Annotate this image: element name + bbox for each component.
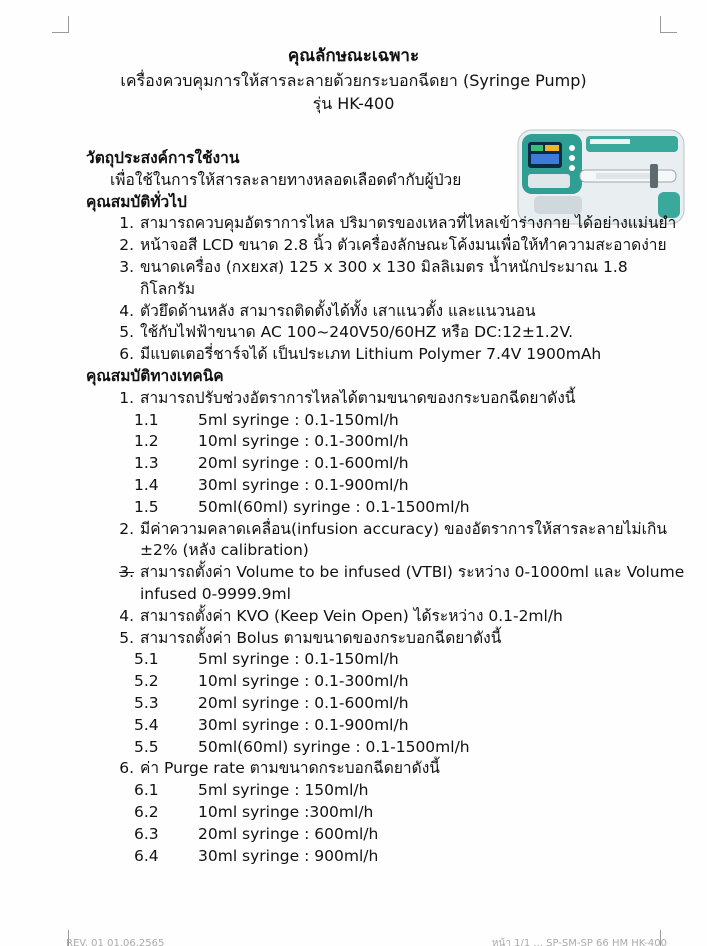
technical-heading: คุณสมบัติทางเทคนิค: [86, 366, 224, 385]
technical-item-1: 1. สามารถปรับช่วงอัตราการไหลได้ตามขนาดของกระบอกฉีดยาดังนี้: [119, 388, 576, 407]
footer-doc-code: หน้า 1/1 ... SP-SM-SP 66 HM HK-400: [491, 938, 667, 946]
page-title: คุณลักษณะเฉพาะ: [287, 46, 420, 66]
bolus-row: 5.1 5ml syringe : 0.1-150ml/h: [134, 650, 399, 669]
general-item: 6. มีแบตเตอรี่ชาร์จได้ เป็นประเภท Lithium Polymer 7.4V 1900mAh: [119, 345, 602, 364]
technical-item-3: 3. สามารถตั้งค่า Volume to be infused (VTBI) ระหว่าง 0-1000ml และ Volume infused 0-9999.9ml: [119, 563, 685, 603]
page-subtitle: เครื่องควบคุมการให้สารละลายด้วยกระบอกฉีดยา (Syringe Pump): [120, 71, 587, 90]
general-item: 3. ขนาดเครื่อง (กxยxส) 125 x 300 x 130 มิลลิเมตร น้ำหนักประมาณ 1.8 กิโลกรัม: [119, 257, 628, 298]
general-item: 4. ตัวยึดด้านหลัง สามารถติดตั้งได้ทั้ง เสาแนวตั้ง และแนวนอน: [119, 301, 536, 320]
flow-rate-row: 1.2 10ml syringe : 0.1-300ml/h: [134, 432, 409, 451]
purge-rate-row: 6.3 20ml syringe : 600ml/h: [134, 824, 379, 843]
purge-rate-row: 6.1 5ml syringe : 150ml/h: [134, 781, 369, 800]
page-footer: [66, 936, 667, 946]
purpose-heading: วัตถุประสงค์การใช้งาน: [86, 149, 240, 167]
technical-item-6: 6. ค่า Purge rate ตามขนาดกระบอกฉีดยาดังนี้: [119, 759, 440, 778]
footer-revision: REV. 01 01.06.2565: [66, 938, 165, 946]
document-body: [86, 148, 686, 867]
crop-mark-top-right: [660, 16, 677, 33]
technical-item-2: 2. มีค่าความคลาดเคลื่อน(infusion accuracy) ของอัตราการให้สารละลายไม่เกิน ±2% (หลัง calibration): [119, 519, 667, 560]
flow-rate-row: 1.3 20ml syringe : 0.1-600ml/h: [134, 454, 409, 473]
bolus-row: 5.4 30ml syringe : 0.1-900ml/h: [134, 715, 409, 734]
flow-rate-row: 1.4 30ml syringe : 0.1-900ml/h: [134, 475, 409, 494]
crop-mark-top-left: [52, 16, 69, 33]
technical-item-5: 5. สามารถตั้งค่า Bolus ตามขนาดของกระบอกฉีดยาดังนี้: [119, 628, 502, 647]
general-heading: คุณสมบัติทั่วไป: [86, 192, 187, 211]
bolus-row: 5.3 20ml syringe : 0.1-600ml/h: [134, 693, 409, 712]
flow-rate-row: 1.5 50ml(60ml) syringe : 0.1-1500ml/h: [134, 497, 470, 516]
technical-item-4: 4. สามารถตั้งค่า KVO (Keep Vein Open) ได้ระหว่าง 0.1-2ml/h: [119, 606, 563, 625]
general-item: 5. ใช้กับไฟฟ้าขนาด AC 100~240V50/60HZ หรือ DC:12±1.2V.: [119, 323, 574, 342]
bolus-row: 5.2 10ml syringe : 0.1-300ml/h: [134, 672, 409, 691]
purge-rate-row: 6.2 10ml syringe :300ml/h: [134, 802, 374, 821]
purpose-text: เพื่อใช้ในการให้สารละลายทางหลอดเลือดดำกับผู้ป่วย: [110, 170, 462, 189]
general-item: 1. สามารถควบคุมอัตราการไหล ปริมาตรของเหลวที่ไหลเข้าร่างกาย ได้อย่างแม่นยำ: [119, 214, 677, 233]
general-item: 2. หน้าจอสี LCD ขนาด 2.8 นิ้ว ตัวเครื่องลักษณะโค้งมนเพื่อให้ทำความสะอาดง่าย: [119, 236, 667, 255]
model-label: รุ่น HK-400: [312, 94, 395, 113]
bolus-row: 5.5 50ml(60ml) syringe : 0.1-1500ml/h: [134, 737, 470, 756]
purge-rate-row: 6.4 30ml syringe : 900ml/h: [134, 846, 379, 865]
flow-rate-row: 1.1 5ml syringe : 0.1-150ml/h: [134, 410, 399, 429]
